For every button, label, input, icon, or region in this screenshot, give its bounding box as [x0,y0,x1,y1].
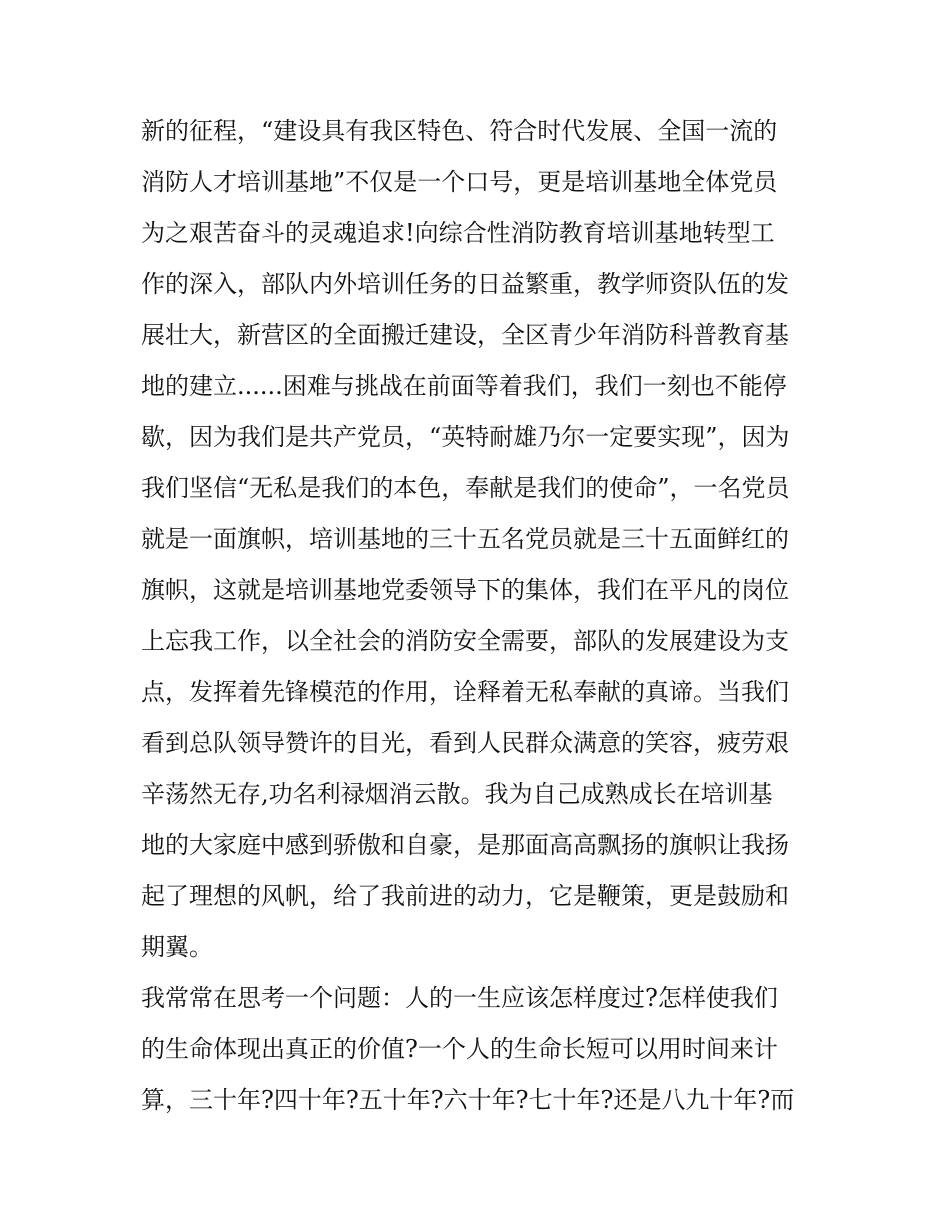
text-line: 辛荡然无存,功名利禄烟消云散。我为自己成熟成长在培训基 [141,780,773,808]
text-line: 地的大家庭中感到骄傲和自豪，是那面高高飘扬的旗帜让我扬 [141,831,789,859]
paragraph-2 [141,973,821,1126]
text-line: 展壮大，新营区的全面搬迁建设，全区青少年消防科普教育基 [141,321,789,349]
text-line: 旗帜，这就是培训基地党委领导下的集体，我们在平凡的岗位 [141,576,789,604]
text-line: 消防人才培训基地”不仅是一个口号，更是培训基地全体党员 [141,168,778,196]
text-line: 起了理想的风帆，给了我前进的动力，它是鞭策，更是鼓励和 [141,882,789,910]
text-line: 点，发挥着先锋模范的作用，诠释着无私奉献的真谛。当我们 [141,678,789,706]
text-line: 新的征程，“建设具有我区特色、符合时代发展、全国一流的 [141,117,778,145]
text-line: 上忘我工作，以全社会的消防安全需要，部队的发展建设为支 [141,627,789,655]
text-line: 期翼。 [141,933,213,961]
text-line: 看到总队领导赞许的目光，看到人民群众满意的笑容，疲劳艰 [141,729,789,757]
text-line: 我们坚信“无私是我们的本色，奉献是我们的使命”，一名党员 [141,474,790,502]
text-line: 我常常在思考一个问题：人的一生应该怎样度过?怎样使我们 [141,984,778,1012]
text-line: 算，三十年?四十年?五十年?六十年?七十年?还是八九十年?而 [141,1086,795,1114]
text-line: 为之艰苦奋斗的灵魂追求!向综合性消防教育培训基地转型工 [141,219,775,247]
text-line: 作的深入，部队内外培训任务的日益繁重，教学师资队伍的发 [141,270,789,298]
paragraph-1 [141,106,821,973]
text-line: 就是一面旗帜，培训基地的三十五名党员就是三十五面鲜红的 [141,525,789,553]
document-body [141,106,821,1126]
text-line: 歇，因为我们是共产党员，“英特耐雄乃尔一定要实现”，因为 [141,423,790,451]
text-line: 的生命体现出真正的价值?一个人的生命长短可以用时间来计 [141,1035,778,1063]
text-line: 地的建立......困难与挑战在前面等着我们，我们一刻也不能停 [141,372,787,400]
